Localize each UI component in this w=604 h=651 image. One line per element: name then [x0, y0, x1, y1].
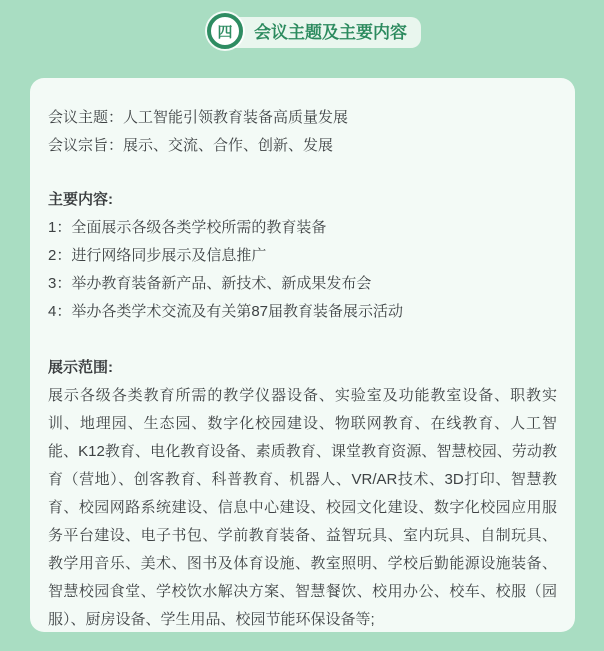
main-content-item-1: 1：全面展示各级各类学校所需的教育装备 [48, 219, 327, 236]
main-content-item-2: 2：进行网络同步展示及信息推广 [48, 247, 267, 264]
meeting-purpose-line: 会议宗旨：展示、交流、合作、创新、发展 [48, 137, 334, 154]
main-content-item-3: 3：举办教育装备新产品、新技术、新成果发布会 [48, 275, 372, 292]
section-number-label: 四 [217, 23, 233, 41]
main-content-heading: 主要内容: [48, 191, 113, 208]
section-number-icon [207, 13, 243, 49]
main-content-item-4: 4：举办各类学术交流及有关第87届教育装备展示活动 [48, 303, 404, 320]
scope-text: 展示各级各类教育所需的教学仪器设备、实验室及功能教室设备、职教实训、地理园、生态园、数字化校园建设、物联网教育、在线教育、人工智能、K12教育、电化教育设备、素质教育、课堂教育资源、智慧校园、劳动教育（营地）、创客教育、科普教育、机器人、VR/AR技术、3D打印、智慧教育、校园网路系统建设、信息中心建设、校园文化建设、数字化校园应用服务平台建设、电子书包、学前教育装备、益智玩具、室内玩具、自制玩具、教学用音乐、美术、图书及体育设施、教室照明、学校后勤能源设施装备、智慧校园食堂、学校饮水解决方案、智慧餐饮、校用办公、校车、校服（园服）、厨房设备、学生用品、校园节能环保设备等; [48, 387, 557, 628]
content-card [30, 78, 575, 632]
section-title: 会议主题及主要内容 [254, 23, 407, 42]
scope-heading: 展示范围: [48, 359, 113, 376]
section-title-pill [222, 17, 421, 48]
meeting-theme-line: 会议主题：人工智能引领教育装备高质量发展 [48, 109, 349, 126]
